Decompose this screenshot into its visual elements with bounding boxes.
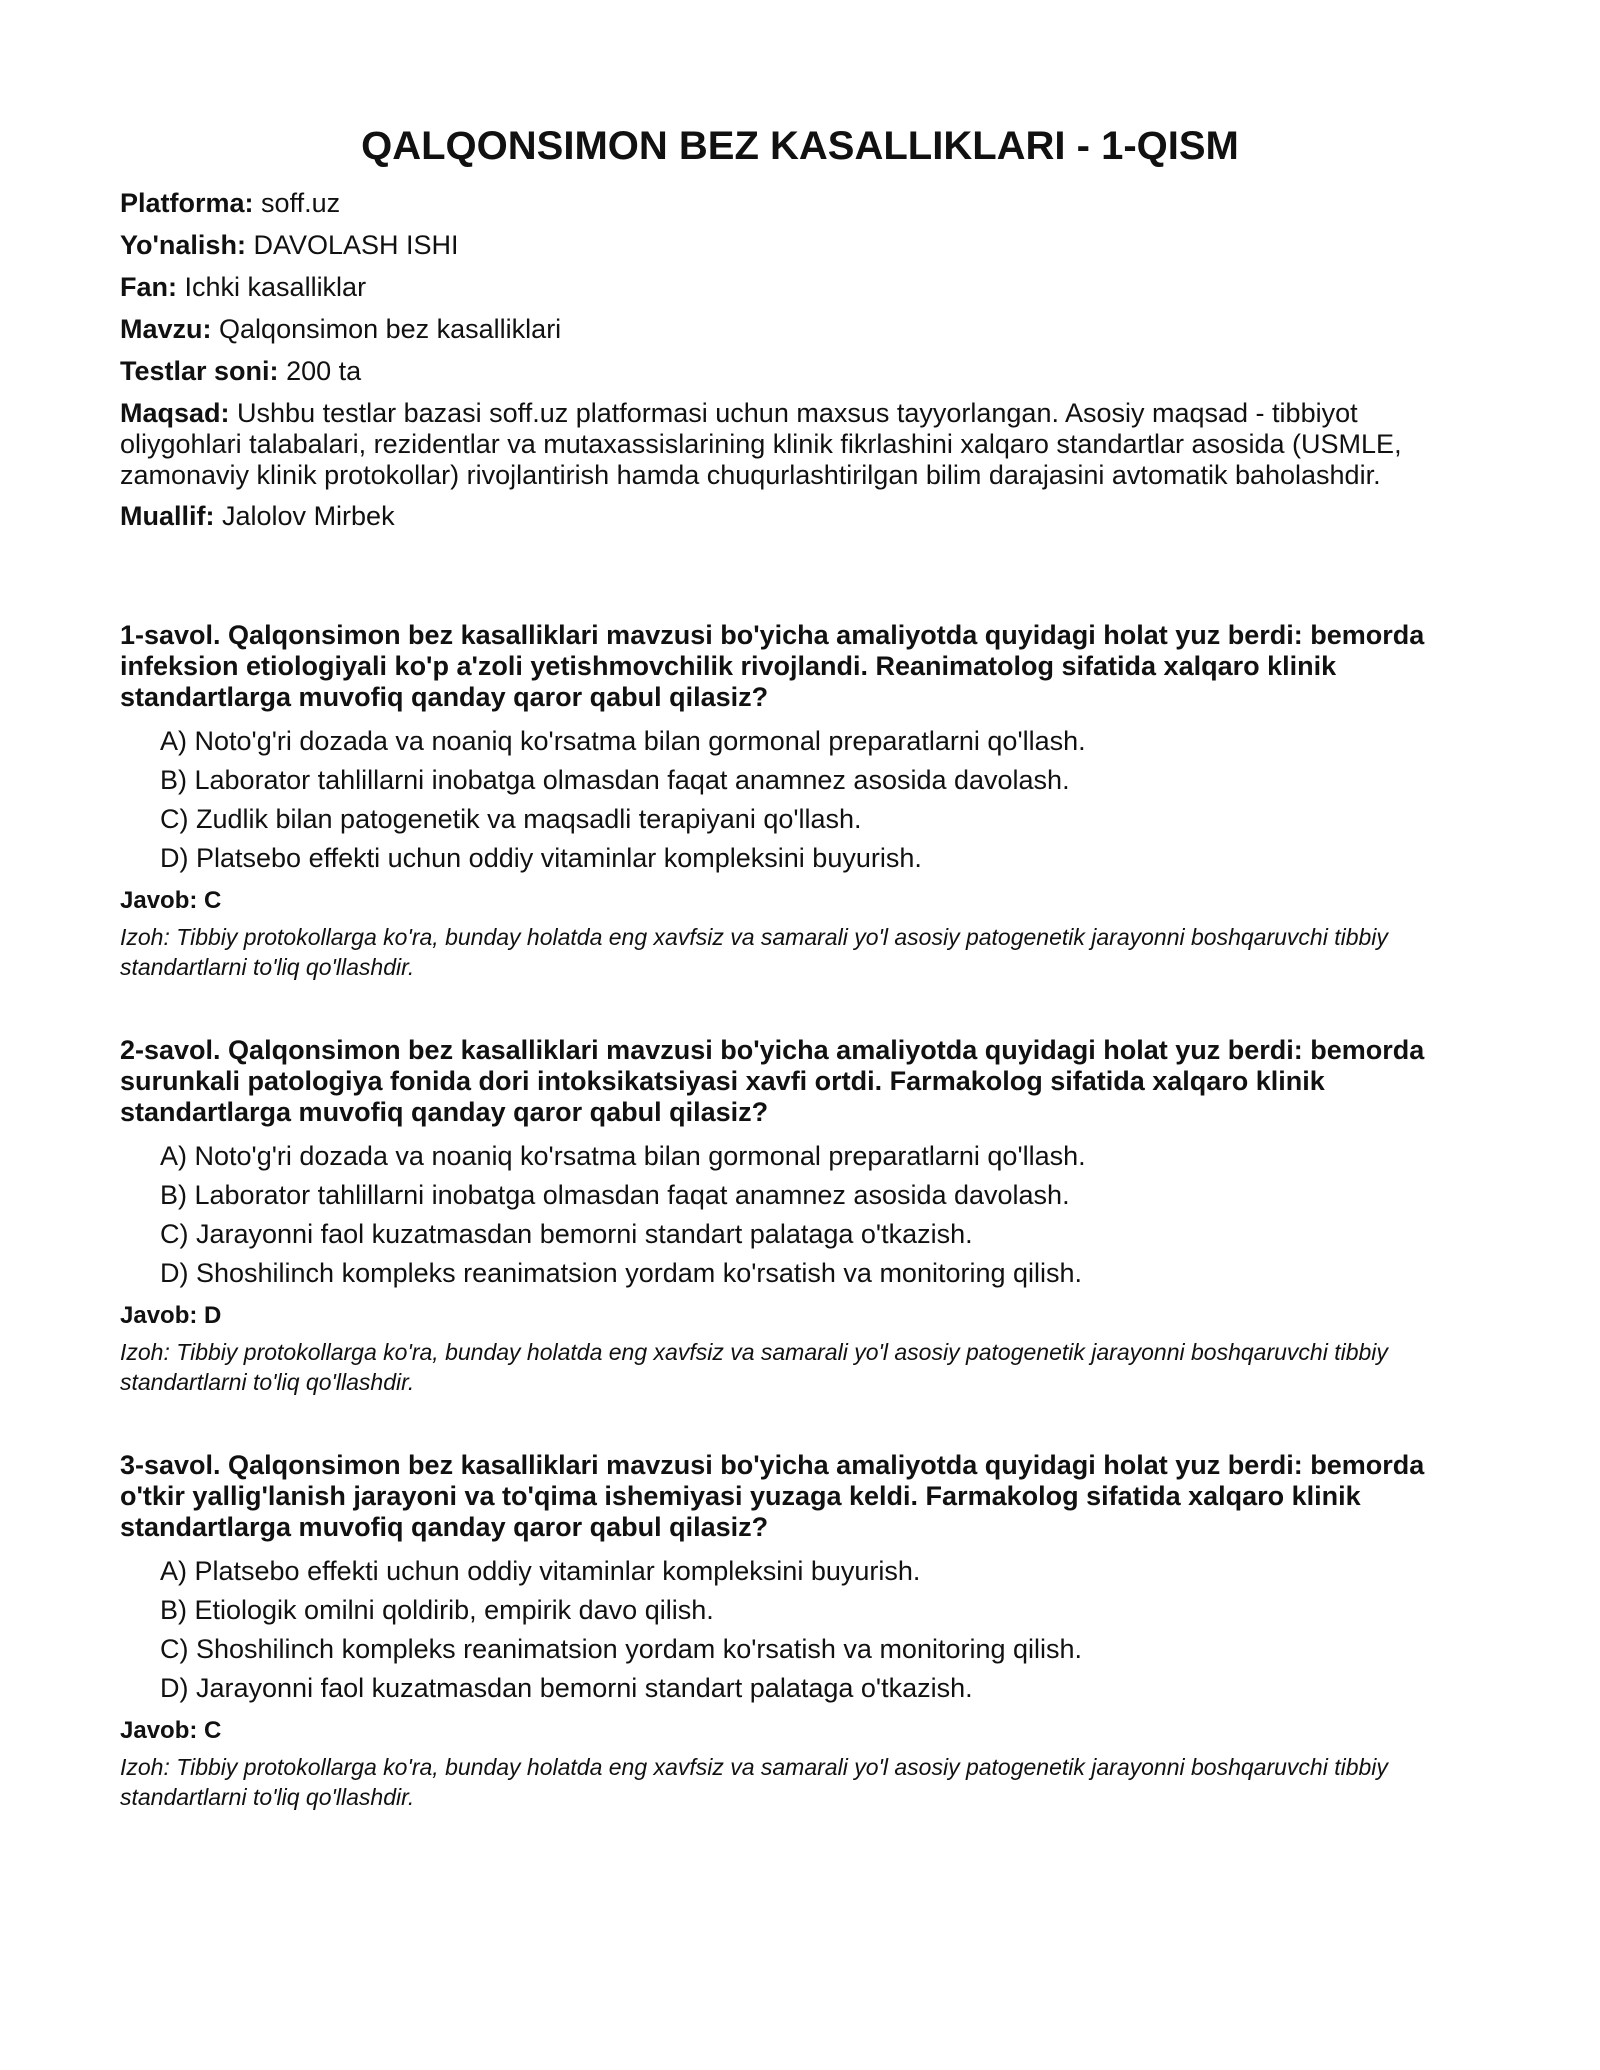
meta-direction-label: Yo'nalish:	[120, 230, 246, 260]
answer-label: Javob: D	[120, 1302, 222, 1329]
option-d: D) Shoshilinch kompleks reanimatsion yordam ko'rsatish va monitoring qilish.	[160, 1258, 1083, 1288]
meta-direction-value: DAVOLASH ISHI	[253, 230, 459, 260]
question-1	[120, 620, 1480, 982]
option-b: B) Laborator tahlillarni inobatga olmasdan faqat anamnez asosida davolash.	[160, 1180, 1070, 1210]
option-d: D) Platsebo effekti uchun oddiy vitaminlar kompleksini buyurish.	[160, 843, 922, 873]
document-page	[120, 118, 1480, 1865]
meta-author	[120, 501, 1480, 532]
meta-test-count	[120, 356, 1480, 387]
option-c: C) Jarayonni faol kuzatmasdan bemorni standart palataga o'tkazish.	[160, 1219, 973, 1249]
meta-topic-label: Mavzu:	[120, 314, 212, 344]
answer-label: Javob: C	[120, 1717, 222, 1744]
meta-platform-value: soff.uz	[261, 188, 341, 218]
question-text: 3-savol. Qalqonsimon bez kasalliklari mavzusi bo'yicha amaliyotda quyidagi holat yuz berdi: bemorda o'tkir yallig'lanish jarayoni va to'qima ishemiyasi yuzaga keldi. Farmakolog sifatida xalqaro klinik standartlarga muvofiq qanday qaror qabul qilasiz?	[120, 1450, 1425, 1542]
option-a: A) Platsebo effekti uchun oddiy vitaminlar kompleksini buyurish.	[160, 1556, 921, 1586]
option-c: C) Zudlik bilan patogenetik va maqsadli terapiyani qo'llash.	[160, 804, 862, 834]
meta-author-value: Jalolov Mirbek	[222, 501, 395, 531]
explanation-note: Izoh: Tibbiy protokollarga ko'ra, bunday holatda eng xavfsiz va samarali yo'l asosiy patogenetik jarayonni boshqaruvchi tibbiy standartlarni to'liq qo'llashdir.	[120, 1754, 1388, 1810]
document-title: QALQONSIMON BEZ KASALLIKLARI - 1-QISM	[361, 124, 1239, 168]
meta-direction	[120, 230, 1480, 261]
option-b: B) Laborator tahlillarni inobatga olmasdan faqat anamnez asosida davolash.	[160, 765, 1070, 795]
meta-author-label: Muallif:	[120, 501, 215, 531]
document-meta	[120, 188, 1480, 532]
meta-subject-label: Fan:	[120, 272, 177, 302]
question-2	[120, 1035, 1480, 1397]
meta-topic	[120, 314, 1480, 345]
answer-label: Javob: C	[120, 887, 222, 914]
meta-subject	[120, 272, 1480, 303]
option-a: A) Noto'g'ri dozada va noaniq ko'rsatma bilan gormonal preparatlarni qo'llash.	[160, 726, 1086, 756]
question-list	[120, 620, 1480, 1812]
meta-platform-label: Platforma:	[120, 188, 254, 218]
meta-goal-value: Ushbu testlar bazasi soff.uz platformasi uchun maxsus tayyorlangan. Asosiy maqsad - tibbiyot oliygohlari talabalari, rezidentlar va mutaxassislarining klinik fikrlashini xalqaro standartlar asosida (USMLE, zamonaviy klinik protokollar) rivojlantirish hamda chuqurlashtirilgan bilim darajasini avtomatik baholashdir.	[120, 398, 1402, 490]
option-d: D) Jarayonni faol kuzatmasdan bemorni standart palataga o'tkazish.	[160, 1673, 973, 1703]
meta-goal-label: Maqsad:	[120, 398, 230, 428]
option-c: C) Shoshilinch kompleks reanimatsion yordam ko'rsatish va monitoring qilish.	[160, 1634, 1083, 1664]
explanation-note: Izoh: Tibbiy protokollarga ko'ra, bunday holatda eng xavfsiz va samarali yo'l asosiy patogenetik jarayonni boshqaruvchi tibbiy standartlarni to'liq qo'llashdir.	[120, 1339, 1388, 1395]
question-text: 1-savol. Qalqonsimon bez kasalliklari mavzusi bo'yicha amaliyotda quyidagi holat yuz berdi: bemorda infeksion etiologiyali ko'p a'zoli yetishmovchilik rivojlandi. Reanimatolog sifatida xalqaro klinik standartlarga muvofiq qanday qaror qabul qilasiz?	[120, 620, 1425, 712]
question-3	[120, 1450, 1480, 1812]
question-text: 2-savol. Qalqonsimon bez kasalliklari mavzusi bo'yicha amaliyotda quyidagi holat yuz berdi: bemorda surunkali patologiya fonida dori intoksikatsiyasi xavfi ortdi. Farmakolog sifatida xalqaro klinik standartlarga muvofiq qanday qaror qabul qilasiz?	[120, 1035, 1425, 1127]
explanation-note: Izoh: Tibbiy protokollarga ko'ra, bunday holatda eng xavfsiz va samarali yo'l asosiy patogenetik jarayonni boshqaruvchi tibbiy standartlarni to'liq qo'llashdir.	[120, 924, 1388, 980]
meta-goal	[120, 398, 1480, 491]
meta-topic-value: Qalqonsimon bez kasalliklari	[219, 314, 562, 344]
meta-subject-value: Ichki kasalliklar	[184, 272, 367, 302]
option-b: B) Etiologik omilni qoldirib, empirik davo qilish.	[160, 1595, 714, 1625]
meta-platform	[120, 188, 1480, 219]
meta-test-count-label: Testlar soni:	[120, 356, 279, 386]
meta-test-count-value: 200 ta	[286, 356, 362, 386]
option-a: A) Noto'g'ri dozada va noaniq ko'rsatma bilan gormonal preparatlarni qo'llash.	[160, 1141, 1086, 1171]
